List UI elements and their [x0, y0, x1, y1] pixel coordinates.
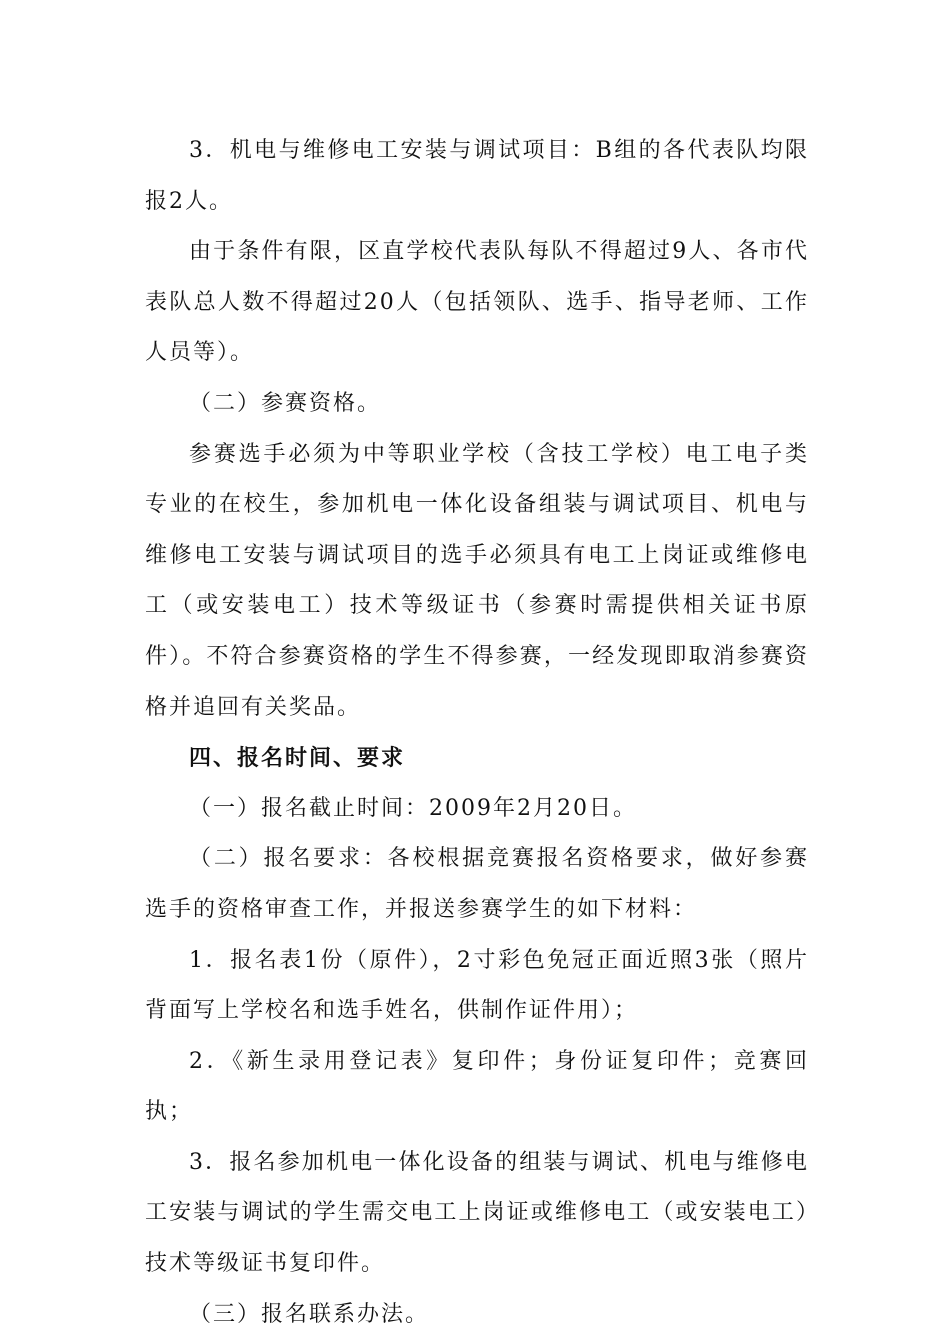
paragraph-eligibility-details: 参赛选手必须为中等职业学校（含技工学校）电工电子类专业的在校生，参加机电一体化设备组装与调试项目、机电与维修电工安装与调试项目的选手必须具有电工上岗证或维修电工（或安装电工）技术等级证书（参赛时需提供相关证书原件）。不符合参赛资格的学生不得参赛，一经发现即取消参赛资格并追回有关奖品。 [145, 441, 809, 720]
section-heading-registration: 四、报名时间、要求 [189, 745, 406, 772]
paragraph-material-item-1: 1．报名表1份（原件），2寸彩色免冠正面近照3张（照片背面写上学校名和选手姓名，供制作证件用）； [145, 947, 809, 1024]
paragraph-subheading-contact: （三）报名联系办法。 [189, 1301, 430, 1327]
paragraph-material-item-3: 3．报名参加机电一体化设备的组装与调试、机电与维修电工安装与调试的学生需交电工上岗证或维修电工（或安装电工）技术等级证书复印件。 [145, 1149, 809, 1277]
paragraph-registration-requirements: （二）报名要求：各校根据竞赛报名资格要求，做好参赛选手的资格审查工作，并报送参赛学生的如下材料： [145, 846, 809, 922]
paragraph-subheading-eligibility: （二）参赛资格。 [189, 390, 382, 416]
paragraph-material-item-2: 2．《新生录用登记表》复印件；身份证复印件；竞赛回执； [145, 1048, 809, 1125]
paragraph-item-limit-b-group: 3．机电与维修电工安装与调试项目：B组的各代表队均限报2人。 [145, 138, 809, 214]
paragraph-registration-deadline: （一）报名截止时间：2009年2月20日。 [189, 795, 637, 821]
document-body [145, 126, 809, 1340]
paragraph-team-size-limit: 由于条件有限，区直学校代表队每队不得超过9人、各市代表队总人数不得超过20人（包括领队、选手、指导老师、工作人员等）。 [145, 239, 809, 366]
